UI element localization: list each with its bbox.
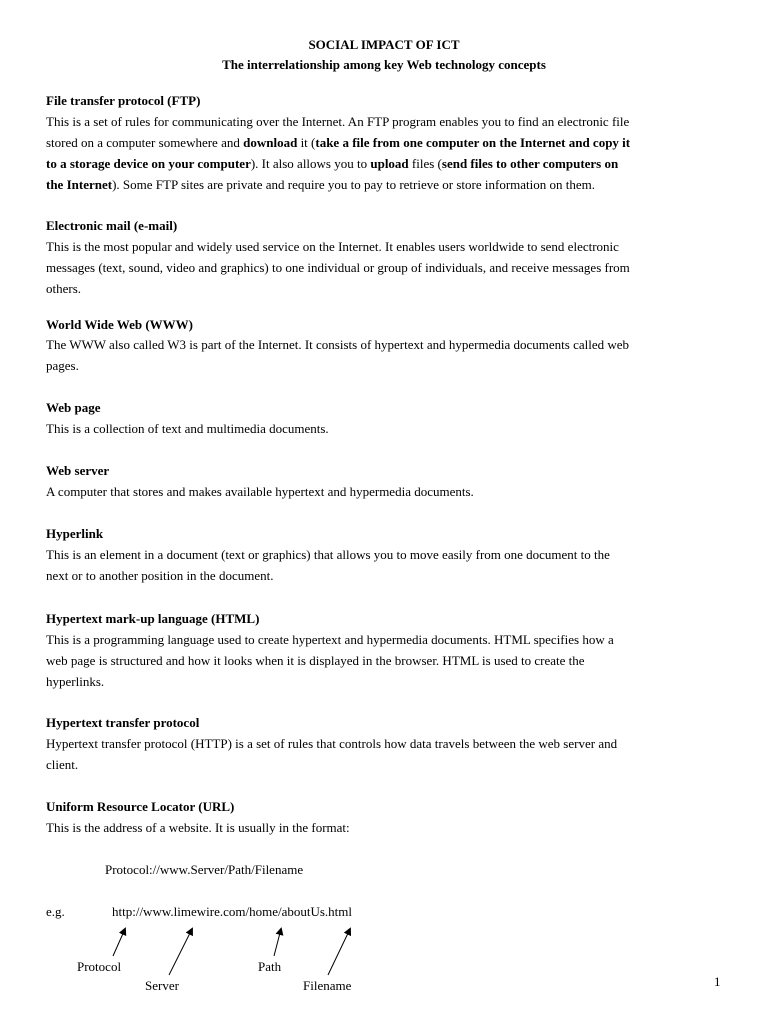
html-line: This is a programming language used to create hypertext and hypermedia documents. HTML specifies how a — [46, 632, 614, 647]
www-paragraph — [46, 334, 726, 376]
webserver-heading: Web server — [46, 463, 110, 478]
email-line: others. — [46, 281, 82, 296]
path-arrow — [274, 929, 281, 956]
html-line: hyperlinks. — [46, 674, 105, 689]
html-line: web page is structured and how it looks when it is displayed in the browser. HTML is used to create the — [46, 653, 585, 668]
webpage-heading: Web page — [46, 400, 101, 415]
webserver-line: A computer that stores and makes available hypertext and hypermedia documents. — [46, 484, 474, 499]
email-line: This is the most popular and widely used service on the Internet. It enables users worldwide to send electronic — [46, 239, 619, 254]
email-heading: Electronic mail (e-mail) — [46, 218, 178, 233]
email-paragraph — [46, 236, 726, 299]
server-label: Server — [145, 978, 179, 993]
url-format: Protocol://www.Server/Path/Filename — [105, 862, 304, 877]
hyperlink-line: next or to another position in the document. — [46, 568, 274, 583]
ftp-heading: File transfer protocol (FTP) — [46, 93, 201, 108]
ftp-line: to a storage device on your computer). It also allows you to upload files (send files to other computers on — [46, 156, 619, 171]
protocol-arrow — [113, 929, 125, 956]
filename-label: Filename — [303, 978, 352, 993]
ftp-line: stored on a computer somewhere and download it (take a file from one computer on the Internet and copy it — [46, 135, 631, 150]
http-line: client. — [46, 757, 79, 772]
http-line: Hypertext transfer protocol (HTTP) is a set of rules that controls how data travels between the web server and — [46, 736, 618, 751]
url-heading: Uniform Resource Locator (URL) — [46, 799, 235, 814]
html-paragraph — [46, 629, 726, 692]
hyperlink-paragraph — [46, 544, 726, 586]
path-label: Path — [258, 959, 282, 974]
html-heading: Hypertext mark-up language (HTML) — [46, 611, 260, 626]
document-subtitle: The interrelationship among key Web technology concepts — [222, 57, 546, 72]
ftp-line: This is a set of rules for communicating over the Internet. An FTP program enables you to find an electronic file — [46, 114, 630, 129]
ftp-paragraph — [46, 111, 726, 195]
webpage-paragraph — [46, 418, 726, 439]
www-heading: World Wide Web (WWW) — [46, 317, 193, 332]
webserver-paragraph — [46, 481, 726, 502]
page-number: 1 — [714, 974, 721, 989]
http-paragraph — [46, 733, 726, 775]
server-arrow — [169, 929, 192, 975]
hyperlink-line: This is an element in a document (text or graphics) that allows you to move easily from one document to the — [46, 547, 610, 562]
hyperlink-heading: Hyperlink — [46, 526, 104, 541]
email-line: messages (text, sound, video and graphics) to one individual or group of individuals, and receive messages from — [46, 260, 630, 275]
url-example: http://www.limewire.com/home/aboutUs.html — [112, 904, 352, 919]
example-label: e.g. — [46, 904, 65, 919]
filename-arrow — [328, 929, 350, 975]
www-line: The WWW also called W3 is part of the Internet. It consists of hypertext and hypermedia documents called web — [46, 337, 630, 352]
url-line: This is the address of a website. It is usually in the format: — [46, 820, 350, 835]
ftp-line: the Internet). Some FTP sites are private and require you to pay to retrieve or store information on them. — [46, 177, 595, 192]
webpage-line: This is a collection of text and multimedia documents. — [46, 421, 329, 436]
url-paragraph — [46, 817, 726, 838]
document-title: SOCIAL IMPACT OF ICT — [308, 37, 460, 52]
protocol-label: Protocol — [77, 959, 122, 974]
http-heading: Hypertext transfer protocol — [46, 715, 200, 730]
www-line: pages. — [46, 358, 79, 373]
